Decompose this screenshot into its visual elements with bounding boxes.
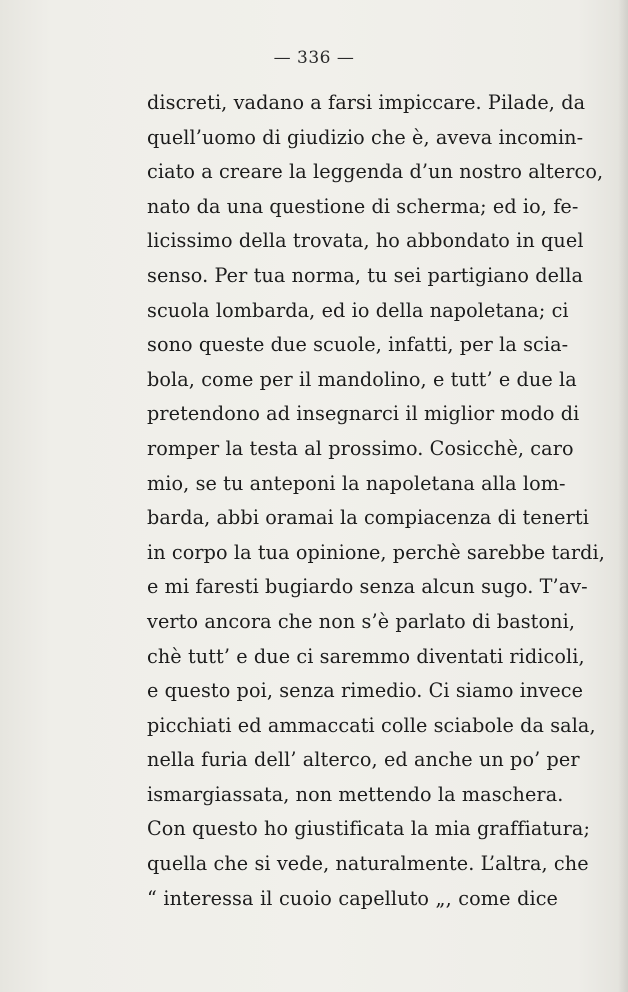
text-line: quell’uomo di giudizio che è, aveva incomin-	[147, 125, 584, 149]
text-line: licissimo della trovata, ho abbondato in quel	[147, 229, 584, 253]
text-line: quella che si vede, naturalmente. L’altra, che	[147, 852, 589, 876]
text-line: Con questo ho giustificata la mia graffiatura;	[147, 817, 591, 841]
text-line: mio, se tu anteponi la napoletana alla lom-	[147, 471, 566, 495]
text-line: e mi faresti bugiardo senza alcun sugo. T’av-	[147, 575, 588, 599]
text-line: scuola lombarda, ed io della napoletana; ci	[147, 298, 569, 322]
text-line: pretendono ad insegnarci il miglior modo di	[147, 402, 580, 426]
body-text	[147, 86, 605, 916]
page-edge-shadow	[618, 0, 628, 992]
text-line: ismargiassata, non mettendo la maschera.	[147, 782, 564, 806]
text-line: discreti, vadano a farsi impiccare. Pilade, da	[147, 91, 586, 114]
text-line: romper la testa al prossimo. Cosicchè, caro	[147, 436, 574, 460]
text-line: e questo poi, senza rimedio. Ci siamo invece	[147, 679, 584, 703]
text-line: nella furia dell’ alterco, ed anche un po’ per	[147, 748, 580, 772]
text-line: nato da una questione di scherma; ed io, fe-	[147, 194, 579, 218]
text-line: verto ancora che non s’è parlato di bastoni,	[147, 609, 576, 633]
text-line: barda, abbi oramai la compiacenza di tenerti	[147, 506, 589, 530]
text-line: picchiati ed ammaccati colle sciabole da sala,	[147, 713, 596, 737]
page-number: — 336 —	[273, 48, 355, 68]
text-line: chè tutt’ e due ci saremmo diventati ridicoli,	[147, 644, 585, 668]
text-line: “ interessa il cuoio capelluto „, come dice	[147, 886, 558, 910]
text-line: senso. Per tua norma, tu sei partigiano della	[147, 263, 584, 287]
text-line: in corpo la tua opinione, perchè sarebbe tardi,	[147, 540, 605, 564]
text-line: ciato a creare la leggenda d’un nostro alterco,	[147, 160, 604, 184]
text-line: bola, come per il mandolino, e tutt’ e due la	[147, 367, 577, 391]
text-line: sono queste due scuole, infatti, per la scia-	[147, 333, 569, 357]
